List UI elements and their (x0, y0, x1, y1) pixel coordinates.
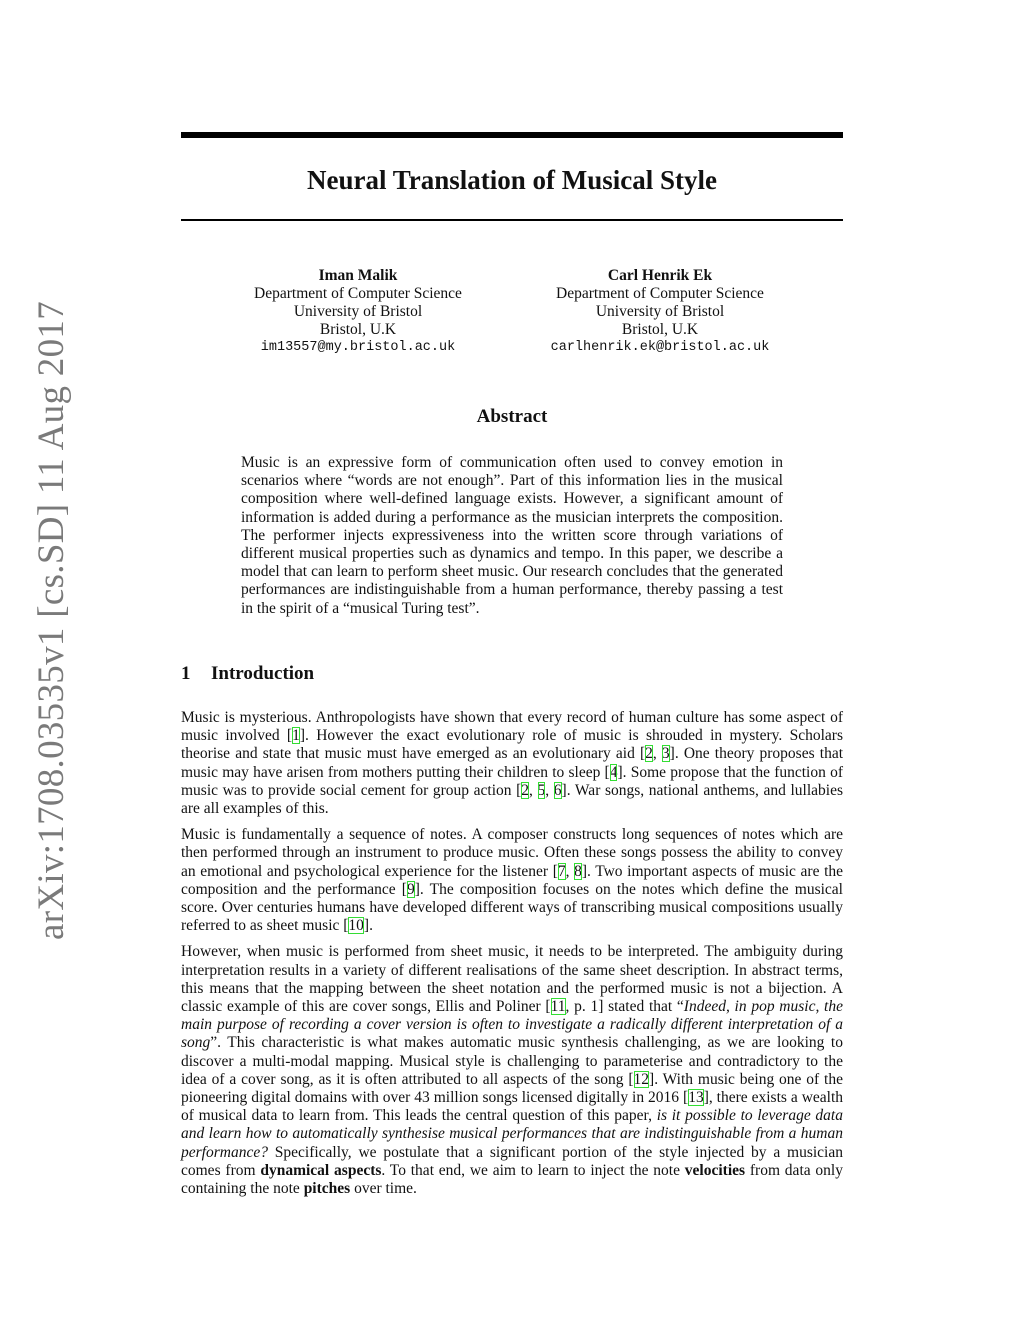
title-top-rule (181, 132, 843, 138)
text-run: Specifically, we postulate that a significant portion of the style injected by a musician comes from (181, 1143, 843, 1179)
author-email[interactable]: im13557@my.bristol.ac.uk (260, 340, 456, 355)
paragraph (181, 826, 843, 935)
citation-link[interactable]: 12 (633, 1070, 650, 1088)
title-bottom-rule (181, 219, 843, 221)
section-heading (181, 662, 314, 686)
text-run: ]. Two important aspects of music are the composition and the performance [ (181, 862, 844, 898)
text-run: However, when music is performed from sheet music, it needs to be interpreted. The ambiguity during interpretation results in a variety of different realisations of the same sheet description. In abstract terms, this means that the mapping between the sheet notation and the performed music is not a bijection. A classic example of this are cover songs, Ellis and Poliner [ (181, 943, 843, 1016)
text-run: , (545, 781, 554, 799)
author-name: Iman Malik (318, 267, 398, 284)
citation-link[interactable]: 1 (292, 727, 300, 745)
author-city: Bristol, U.K (621, 321, 699, 338)
citation-link[interactable]: 10 (348, 917, 364, 935)
citation-link[interactable]: 3 (661, 745, 670, 763)
author-university: University of Bristol (595, 303, 725, 320)
text-run: . To that end, we aim to learn to inject the note (381, 1161, 685, 1179)
text-run: , (529, 781, 538, 799)
author-city: Bristol, U.K (319, 321, 397, 338)
text-run: , (565, 862, 575, 880)
text-run: ]. With music being one of the pioneering digital domains with over 43 million songs licensed digitally in 2016 [ (181, 1070, 843, 1107)
bold-text: velocities (684, 1161, 746, 1179)
author-name: Carl Henrik Ek (607, 267, 713, 284)
abstract-text: Music is an expressive form of communication often used to convey emotion in scenarios where “words are not enough”. Part of this information lies in the musical composition where well-defined language exists. However, a significant amount of information is added during a performance as the musician interprets the composition. The performer injects expressiveness into the written score through variations of different musical properties such as dynamics and tempo. In this paper, we describe a model that can learn to perform sheet music. Our research concludes that the generated performances are indistinguishable from a human performance, thereby passing a test in the spirit of a “musical Turing test”. (241, 454, 783, 617)
paragraph (181, 709, 843, 818)
author-department: Department of Computer Science (556, 285, 764, 302)
italic-text: is it possible to leverage data and learn how to automatically synthesise musical performances that are indistinguishable from a human performance? (181, 1107, 843, 1161)
text-run: ”. This characteristic is what makes automatic music synthesis challenging, as we are looking to discover a multi-modal mapping. Musical style is challenging to parameterise and contradictory to the idea of a cover song, as it is often attributed to all aspects of the song [ (181, 1034, 843, 1088)
bold-text: pitches (303, 1180, 351, 1198)
arxiv-identifier-stamp: arXiv:1708.03535v1 [cs.SD] 11 Aug 2017 (31, 301, 72, 940)
text-run: Music is fundamentally a sequence of notes. A composer constructs long sequences of notes which are then performed through an instrument to produce music. Often these songs possess the ability to convey an emotional and psychological experience for the listener [ (181, 826, 843, 880)
text-run: , (652, 745, 662, 763)
citation-link[interactable]: 7 (557, 862, 566, 880)
citation-link[interactable]: 11 (550, 998, 566, 1016)
paper-title: Neural Translation of Musical Style (307, 165, 717, 195)
text-run: , p. 1] stated that “ (565, 998, 684, 1016)
text-run: ]. War songs, national anthems, and lullabies are all examples of this. (181, 781, 843, 818)
introduction-body (181, 709, 843, 1206)
author-block-2 (510, 267, 810, 357)
author-department: Department of Computer Science (254, 285, 462, 302)
text-run: ], there exists a wealth of musical data to learn from. This leads the central question of this paper, (181, 1089, 844, 1125)
citation-link[interactable]: 2 (645, 745, 653, 763)
text-run: ]. One theory proposes that music may have arisen from mothers putting their children to sleep [ (181, 745, 844, 781)
citation-link[interactable]: 2 (521, 781, 530, 799)
text-run: ]. Some propose that the function of music was to provide social cement for group action [ (181, 763, 843, 799)
abstract-heading: Abstract (476, 406, 548, 427)
paragraph (181, 943, 843, 1198)
citation-link[interactable]: 13 (688, 1089, 704, 1107)
text-run: over time. (350, 1180, 417, 1198)
text-run: ]. However the exact evolutionary role of music is shrouded in mystery. Scholars theorise and state that music must have emerged as an evolutionary aid [ (181, 727, 843, 763)
author-university: University of Bristol (293, 303, 423, 320)
section-title: Introduction (211, 663, 315, 684)
citation-link[interactable]: 8 (574, 862, 582, 880)
author-email[interactable]: carlhenrik.ek@bristol.ac.uk (550, 340, 770, 355)
author-block-1 (208, 267, 508, 357)
text-run: Music is mysterious. Anthropologists have shown that every record of human culture has some aspect of music involved [ (181, 709, 843, 745)
text-run: ]. The composition focuses on the notes which define the musical score. Over centuries humans have developed different ways of transcribing musical compositions usually referred to as sheet music [ (181, 880, 843, 935)
section-number: 1 (181, 663, 191, 684)
italic-text: Indeed, in pop music, the main purpose of recording a cover version is often to investigate a radically different interpretation of a song (181, 998, 843, 1052)
citation-link[interactable]: 5 (537, 781, 546, 799)
bold-text: dynamical aspects (260, 1161, 382, 1179)
citation-link[interactable]: 6 (553, 781, 562, 799)
citation-link[interactable]: 4 (609, 763, 618, 781)
citation-link[interactable]: 9 (406, 880, 415, 898)
text-run: ]. (363, 917, 373, 935)
text-run: from data only containing the note (181, 1161, 843, 1198)
